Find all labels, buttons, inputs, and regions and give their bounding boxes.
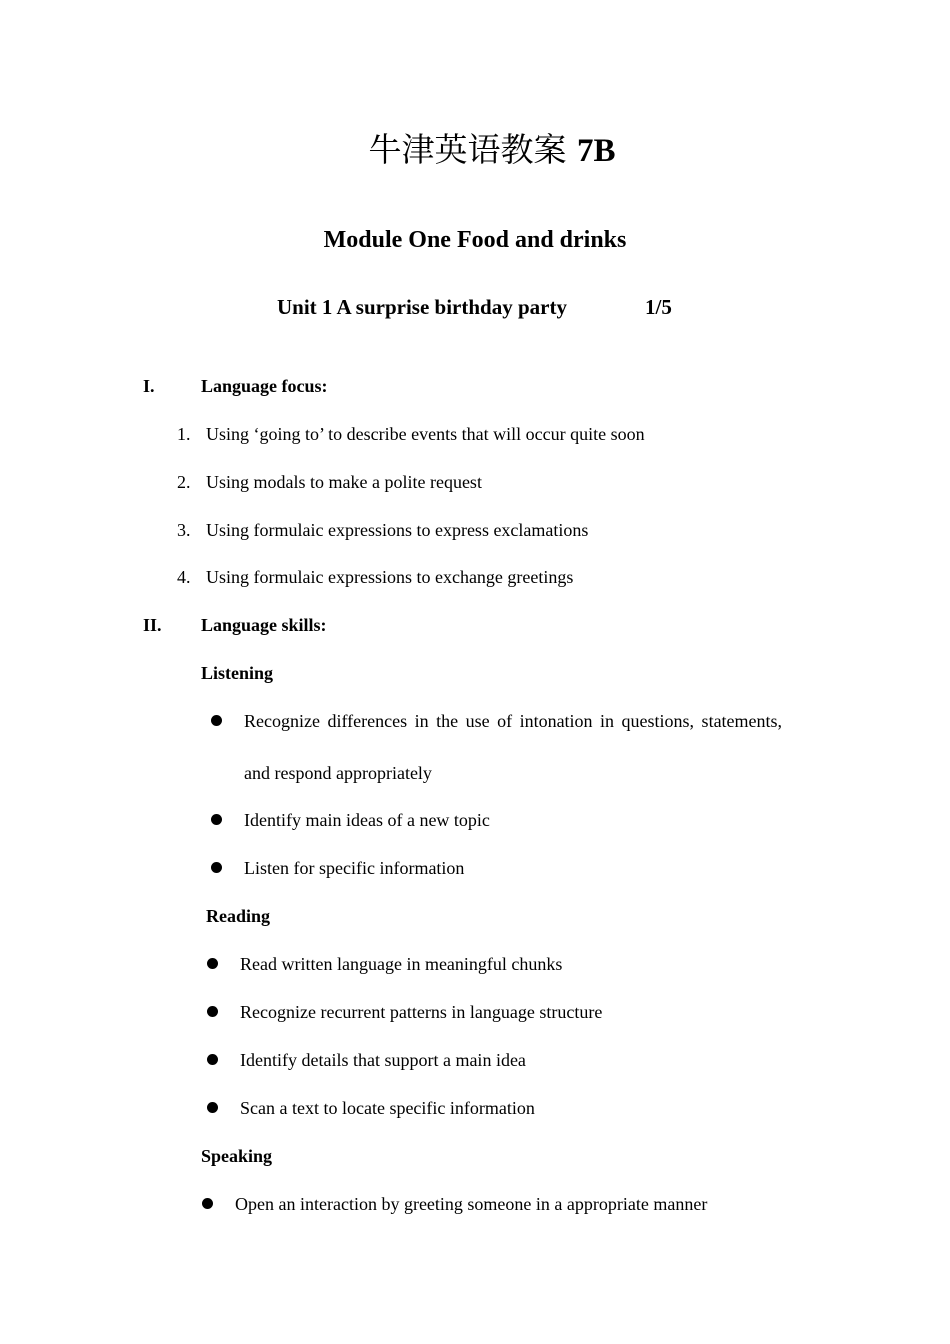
section-heading: Language focus:	[201, 376, 328, 396]
subsection-heading-speaking: Speaking	[201, 1146, 273, 1166]
page-indicator: 1/5	[645, 295, 672, 319]
section-numeral: II.	[143, 615, 162, 635]
list-item: Scan a text to locate specific information	[240, 1098, 535, 1118]
list-number: 4.	[177, 567, 191, 587]
bullet-icon	[207, 1006, 218, 1017]
title-chinese: 牛津英语教案	[368, 130, 567, 169]
bullet-icon	[211, 814, 222, 825]
bullet-icon	[211, 862, 222, 873]
bullet-icon	[207, 958, 218, 969]
section-heading: Language skills:	[201, 615, 327, 635]
bullet-icon	[207, 1102, 218, 1113]
bullet-icon	[207, 1054, 218, 1065]
list-item: Using formulaic expressions to exchange greetings	[206, 567, 574, 587]
list-item: Identify main ideas of a new topic	[244, 810, 490, 830]
subsection-heading-reading: Reading	[206, 906, 271, 926]
section-numeral: I.	[143, 376, 155, 396]
list-item-continuation: and respond appropriately	[244, 763, 432, 783]
list-number: 1.	[177, 424, 191, 444]
bullet-icon	[202, 1198, 213, 1209]
list-item: Open an interaction by greeting someone in a appropriate manner	[235, 1194, 708, 1214]
bullet-icon	[211, 715, 222, 726]
subsection-heading-listening: Listening	[201, 663, 274, 683]
module-title: Module One Food and drinks	[323, 227, 627, 253]
list-item: Identify details that support a main idea	[240, 1050, 526, 1070]
list-number: 2.	[177, 472, 191, 492]
list-item: Read written language in meaningful chunks	[240, 954, 563, 974]
title-grade: 7B	[576, 133, 616, 169]
list-item: Listen for specific information	[244, 858, 465, 878]
list-number: 3.	[177, 520, 191, 540]
document-title	[0, 130, 950, 169]
unit-title: Unit 1 A surprise birthday party	[277, 295, 567, 319]
list-item: Recognize differences in the use of intonation in questions, statements,	[244, 711, 783, 731]
list-item: Using modals to make a polite request	[206, 472, 482, 492]
list-item: Recognize recurrent patterns in language structure	[240, 1002, 603, 1022]
list-item: Using ‘going to’ to describe events that will occur quite soon	[206, 424, 645, 444]
list-item: Using formulaic expressions to express exclamations	[206, 520, 589, 540]
